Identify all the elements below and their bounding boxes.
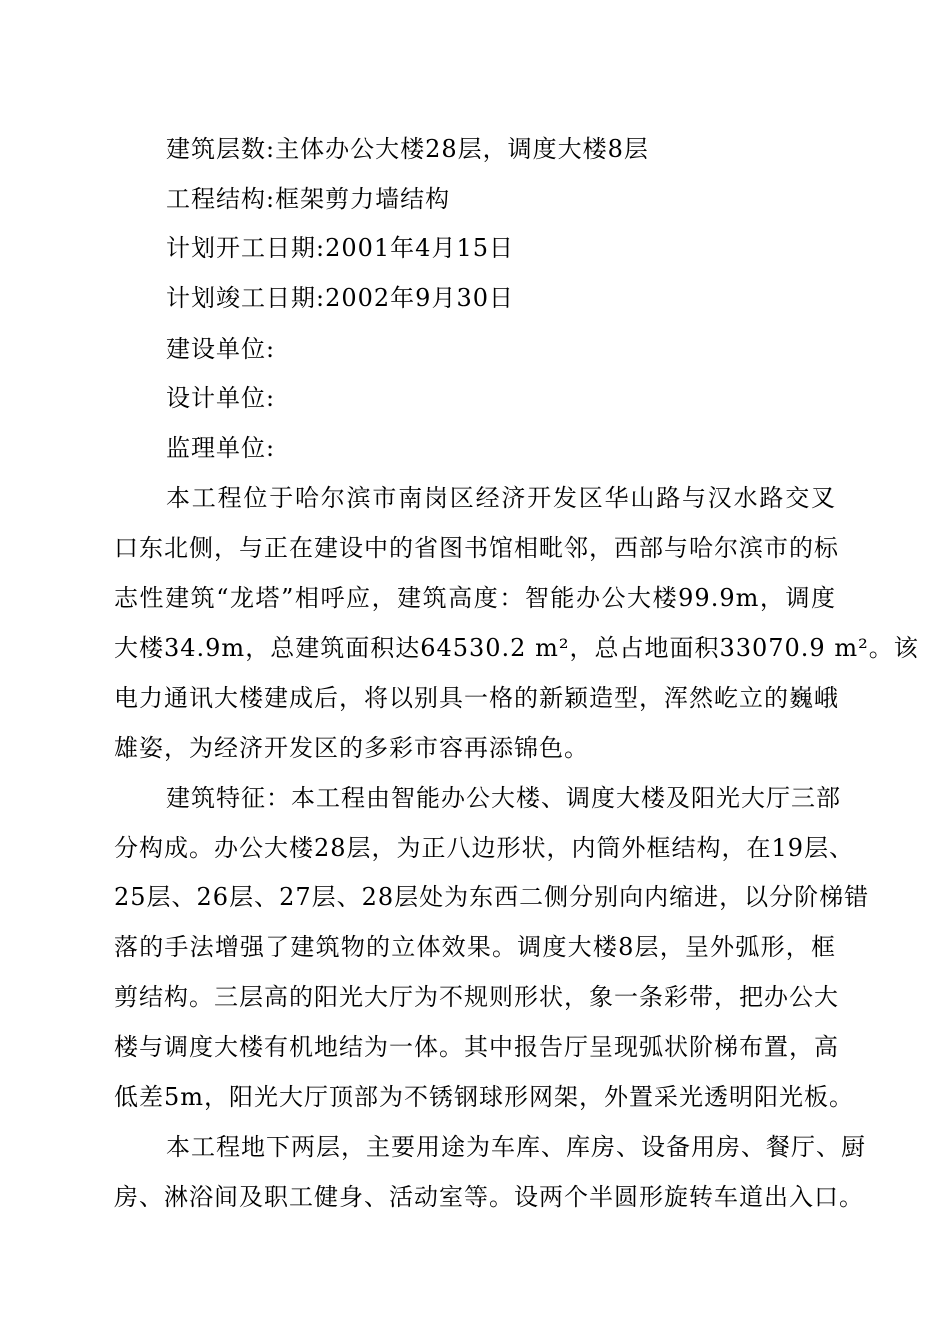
field-designer (0, 373, 950, 423)
field-label: 建设单位: (166, 335, 276, 363)
field-value: 2001年4月15日 (325, 234, 514, 262)
field-floors (0, 124, 950, 174)
paragraph-line: 本工程位于哈尔滨市南岗区经济开发区华山路与汉水路交叉 (166, 484, 836, 512)
paragraph-line: 电力通讯大楼建成后，将以别具一格的新颖造型，浑然屹立的巍峨 (114, 684, 839, 712)
field-label: 计划开工日期: (166, 234, 326, 262)
paragraph-line: 楼与调度大楼有机地结为一体。其中报告厅呈现弧状阶梯布置，高 (114, 1033, 839, 1061)
field-label: 计划竣工日期: (166, 284, 326, 312)
field-start-date (0, 223, 950, 273)
field-completion-date (0, 273, 950, 323)
field-label: 设计单位: (166, 384, 276, 412)
field-label: 建筑层数: (166, 135, 276, 163)
field-developer (0, 324, 950, 374)
field-structure (0, 174, 950, 224)
paragraph-line: 剪结构。三层高的阳光大厅为不规则形状，象一条彩带，把办公大 (114, 983, 839, 1011)
paragraph-line: 大楼34.9m，总建筑面积达64530.2 m²，总占地面积33070.9 m²。该 (114, 634, 919, 662)
paragraph-line: 25层、26层、27层、28层处为东西二侧分别向内缩进，以分阶梯错 (114, 883, 870, 911)
paragraph-line: 建筑特征：本工程由智能办公大楼、调度大楼及阳光大厅三部 (166, 784, 841, 812)
paragraph-line: 志性建筑“龙塔”相呼应，建筑高度：智能办公大楼99.9m，调度 (114, 584, 836, 612)
field-label: 监理单位: (166, 434, 276, 462)
paragraph-line: 分构成。办公大楼28层，为正八边形状，内筒外框结构，在19层、 (114, 834, 855, 862)
paragraph-line: 雄姿，为经济开发区的多彩市容再添锦色。 (114, 734, 589, 762)
field-supervisor (0, 423, 950, 473)
paragraph-line: 房、淋浴间及职工健身、活动室等。设两个半圆形旋转车道出入口。 (114, 1183, 864, 1211)
field-label: 工程结构: (166, 185, 276, 213)
field-value: 主体办公大楼28层，调度大楼8层 (275, 135, 649, 163)
paragraph-line: 本工程地下两层，主要用途为车库、库房、设备用房、餐厅、厨 (166, 1133, 866, 1161)
paragraph-line: 落的手法增强了建筑物的立体效果。调度大楼8层，呈外弧形，框 (114, 933, 836, 961)
field-value: 2002年9月30日 (325, 284, 514, 312)
paragraph-line: 口东北侧，与正在建设中的省图书馆相毗邻，西部与哈尔滨市的标 (114, 534, 839, 562)
paragraph-line: 低差5m，阳光大厅顶部为不锈钢球形网架，外置采光透明阳光板。 (114, 1083, 855, 1111)
field-value: 框架剪力墙结构 (275, 185, 451, 213)
